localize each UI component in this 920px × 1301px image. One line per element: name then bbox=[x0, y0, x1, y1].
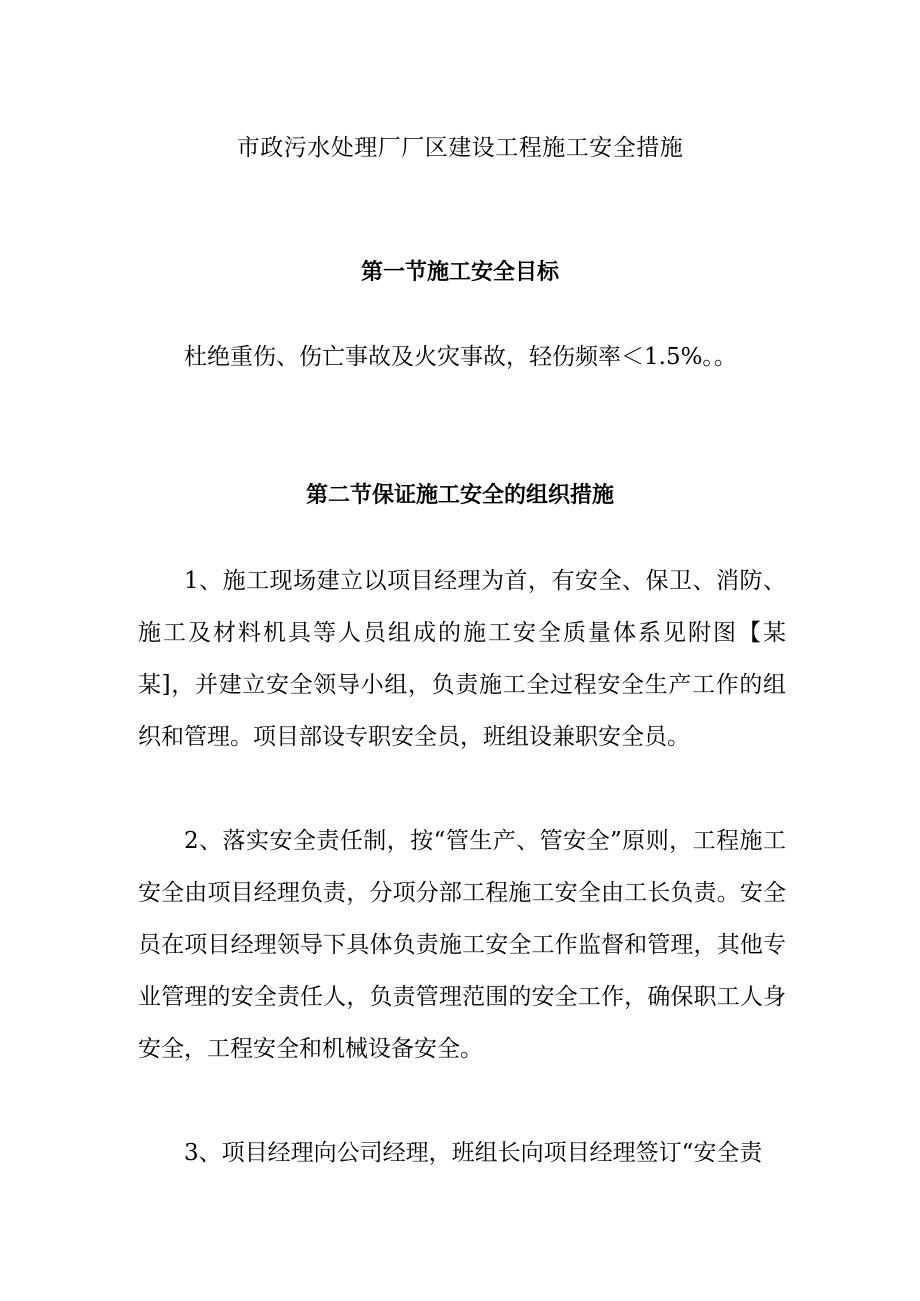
section-heading-safety-goal: 第一节施工安全目标 bbox=[360, 259, 559, 285]
paragraph-item-1: 1、施工现场建立以项目经理为首，有安全、保卫、消防、施工及材料机具等人员组成的施工安全质量体系见附图【某某]，并建立安全领导小组，负责施工全过程安全生产工作的组织和管理。项目部设专职安全员，班组设兼职安全员。 bbox=[138, 568, 786, 750]
paragraph-item-3: 3、项目经理向公司经理，班组长向项目经理签订“安全责 bbox=[184, 1140, 763, 1166]
safety-goal-text: 杜绝重伤、伤亡事故及火灾事故，轻伤频率＜1.5%。。 bbox=[184, 344, 737, 370]
section-heading-organization-measures: 第二节保证施工安全的组织措施 bbox=[305, 482, 614, 508]
document-title: 市政污水处理厂厂区建设工程施工安全措施 bbox=[236, 135, 684, 161]
paragraph-item-2: 2、落实安全责任制，按“管生产、管安全”原则，工程施工安全由项目经理负责，分项分部工程施工安全由工长负责。安全员在项目经理领导下具体负责施工安全工作监督和管理，其他专业管理的安全责任人，负责管理范围的安全工作，确保职工人身安全，工程安全和机械设备安全。 bbox=[138, 828, 786, 1062]
